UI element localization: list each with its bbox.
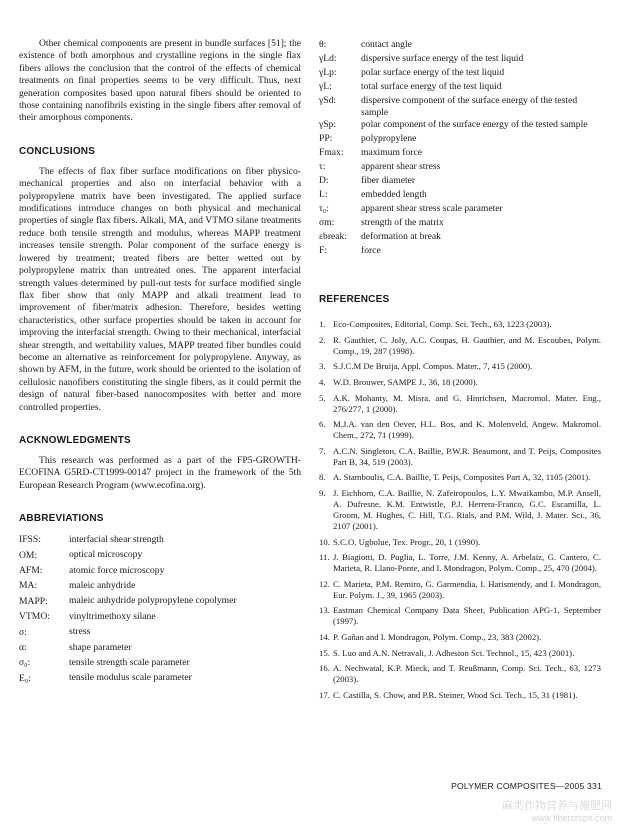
reference-item bbox=[319, 632, 601, 643]
abbreviation-term: OM: bbox=[19, 549, 38, 561]
watermark-site-name: 麻类作物营养与施肥网 bbox=[502, 800, 612, 812]
reference-item bbox=[319, 446, 601, 468]
abbreviation-row bbox=[19, 609, 301, 624]
reference-item bbox=[319, 377, 601, 388]
symbols-list bbox=[319, 38, 601, 258]
symbol-row bbox=[319, 66, 601, 80]
symbol-term: γSp: bbox=[319, 119, 337, 131]
symbol-term: γLp: bbox=[319, 67, 337, 78]
reference-item bbox=[319, 488, 601, 532]
reference-number: 3. bbox=[319, 361, 326, 372]
reference-text: C. Castilla, S. Chow, and P.R. Steiner, Wood Sci. Tech., 15, 31 (1981). bbox=[333, 689, 578, 700]
abbreviation-definition: vinyltrimethoxy silane bbox=[69, 610, 156, 622]
reference-number: 8. bbox=[319, 472, 326, 483]
page-footer: POLYMER COMPOSITES—2005 331 bbox=[451, 781, 602, 791]
symbol-term: D: bbox=[319, 175, 329, 187]
reference-item bbox=[319, 690, 601, 701]
symbol-definition: embedded length bbox=[361, 189, 427, 201]
reference-text: S.J.C.M De Bruija, Appl. Compos. Mater., 7, 415 (2000). bbox=[333, 361, 533, 372]
abbreviation-row bbox=[19, 532, 301, 547]
symbol-row bbox=[319, 94, 601, 118]
symbol-row bbox=[319, 202, 601, 216]
reference-number: 9. bbox=[319, 487, 326, 498]
abbreviation-definition: maleic anhydride bbox=[69, 579, 136, 591]
references-heading: REFERENCES bbox=[319, 294, 390, 306]
symbol-row bbox=[319, 188, 601, 202]
symbol-row bbox=[319, 174, 601, 188]
reference-text: Eco-Composites, Editorial, Comp. Sci. Tech., 63, 1223 (2003). bbox=[333, 319, 552, 330]
symbol-term: σm: bbox=[319, 217, 335, 229]
reference-number: 14. bbox=[319, 631, 330, 642]
abbreviation-row bbox=[19, 578, 301, 593]
abbreviation-definition: maleic anhydride polypropylene copolymer bbox=[69, 595, 237, 607]
abbreviation-row bbox=[19, 640, 301, 655]
right-column bbox=[319, 38, 601, 705]
conclusions-heading: CONCLUSIONS bbox=[19, 145, 96, 157]
reference-number: 2. bbox=[319, 334, 326, 345]
reference-text: J. Biagiotti, D. Puglia, L. Torre, J.M. Kenny, A. Arbelaiz, G. Cantero, C. Marieta, R. Llano-Ponte, and I. Mondragon, Polym. Comp., 25, 470 (2004). bbox=[333, 552, 601, 574]
symbol-row bbox=[319, 52, 601, 66]
reference-item bbox=[319, 472, 601, 483]
abbreviation-term: α: bbox=[19, 642, 27, 654]
intro-paragraph: Other chemical components are present in bundle surfaces [51]; the existence of both amorphous and crystalline regions in the single flax fibers allows the conclusion that the control of the effects of chemical treatments on final properties seems to be very difficult. Thus, next generation composites based upon natural fibers should be oriented to those containing nanofibrils existing in the single fibers after removal of their amorphous components. bbox=[19, 38, 301, 124]
symbol-definition: maximum force bbox=[361, 147, 423, 159]
symbol-definition: fiber diameter bbox=[361, 175, 416, 187]
symbol-term: εbreak: bbox=[319, 231, 347, 243]
reference-item bbox=[319, 419, 601, 441]
symbol-definition: force bbox=[361, 245, 381, 257]
abbreviation-row bbox=[19, 625, 301, 640]
symbol-row bbox=[319, 230, 601, 244]
symbol-definition: polypropylene bbox=[361, 133, 417, 145]
reference-number: 16. bbox=[319, 663, 330, 674]
symbol-definition: contact angle bbox=[361, 39, 412, 50]
symbol-row bbox=[319, 38, 601, 52]
symbol-row bbox=[319, 132, 601, 146]
reference-item bbox=[319, 552, 601, 574]
abbreviation-definition: atomic force microscopy bbox=[69, 564, 165, 576]
symbol-term: γLd: bbox=[319, 53, 337, 64]
reference-item bbox=[319, 648, 601, 659]
reference-item bbox=[319, 663, 601, 685]
reference-item bbox=[319, 393, 601, 415]
symbol-term: τ₀: bbox=[319, 203, 329, 215]
abbreviation-term: VTMO: bbox=[19, 611, 50, 623]
acknowledgments-heading: ACKNOWLEDGMENTS bbox=[19, 434, 131, 446]
reference-text: A. Nechwatal, K.P. Mieck, and T. Reußmann, Comp. Sci. Tech., 63, 1273 (2003). bbox=[333, 663, 601, 685]
abbreviation-row bbox=[19, 563, 301, 578]
reference-number: 7. bbox=[319, 445, 326, 456]
reference-number: 17. bbox=[319, 689, 330, 700]
abbreviation-definition: optical microscopy bbox=[69, 549, 143, 561]
reference-item bbox=[319, 335, 601, 357]
reference-text: A.C.N. Singleton, C.A. Baillie, P.W.R. Beaumont, and T. Peijs, Composites Part B, 34, 519 (2003). bbox=[333, 445, 601, 467]
reference-text: S.C.O. Ugbolue, Tex. Progr., 20, 1 (1990). bbox=[333, 536, 481, 547]
symbol-term: F: bbox=[319, 245, 328, 257]
acknowledgments-paragraph: This research was performed as a part of the FP5-GROWTH-ECOFINA G5RD-CT1999-00147 project in the framework of the 5th European Research Program (www.ecofina.org). bbox=[19, 454, 301, 491]
abbreviation-term: MAPP: bbox=[19, 595, 48, 607]
abbreviation-definition: tensile modulus scale parameter bbox=[69, 672, 192, 684]
abbreviation-definition: interfacial shear strength bbox=[69, 533, 164, 545]
abbreviation-term: IFSS: bbox=[19, 534, 41, 546]
abbreviations-list bbox=[19, 532, 301, 686]
references-list bbox=[319, 319, 601, 701]
abbreviations-heading: ABBREVIATIONS bbox=[19, 513, 104, 525]
symbol-definition: total surface energy of the test liquid bbox=[361, 81, 502, 92]
reference-item bbox=[319, 579, 601, 601]
reference-text: W.D. Brouwer, SAMPE J., 36, 18 (2000). bbox=[333, 376, 478, 387]
symbol-row bbox=[319, 160, 601, 174]
abbreviation-term: σ: bbox=[19, 626, 27, 638]
symbol-definition: strength of the matrix bbox=[361, 217, 444, 229]
symbol-row bbox=[319, 244, 601, 258]
reference-item bbox=[319, 605, 601, 627]
reference-text: Eastman Chemical Company Data Sheet, Publication APG-1, September (1997). bbox=[333, 605, 601, 627]
symbol-definition: polar component of the surface energy of the tested sample bbox=[361, 119, 588, 131]
symbol-definition: dispersive surface energy of the test liquid bbox=[361, 53, 524, 64]
abbreviation-term: E₀: bbox=[19, 672, 31, 684]
reference-number: 5. bbox=[319, 392, 326, 403]
reference-number: 1. bbox=[319, 319, 326, 330]
watermark bbox=[502, 800, 612, 824]
symbol-row bbox=[319, 118, 601, 132]
abbreviation-definition: shape parameter bbox=[69, 641, 132, 653]
watermark-url: www.fibercrops.com bbox=[531, 813, 612, 823]
reference-item bbox=[319, 319, 601, 330]
symbol-term: PP: bbox=[319, 133, 333, 145]
reference-number: 4. bbox=[319, 376, 326, 387]
symbol-definition: polar surface energy of the test liquid bbox=[361, 67, 505, 78]
reference-text: J. Eichhorn, C.A. Baillie, N. Zafeiropoulos, L.Y. Mwaikambo, M.P. Ansell, A. Dufresne, K.M. Entwistle, P.J. Herrera-Franco, G.C. Escamilla, L. Groom, M. Hughes, C. Hill, T.G. Rials, and P.M. Wild, J. Mater. Sci., 36, 2107 (2001). bbox=[333, 487, 601, 531]
reference-number: 15. bbox=[319, 647, 330, 658]
symbol-term: γSd: bbox=[319, 95, 337, 106]
reference-number: 13. bbox=[319, 605, 330, 616]
symbol-row bbox=[319, 146, 601, 160]
symbol-term: γL: bbox=[319, 81, 332, 92]
symbol-term: L: bbox=[319, 189, 328, 201]
abbreviation-term: AFM: bbox=[19, 565, 43, 576]
reference-text: M.J.A. van den Oever, H.L. Bos, and K. Molenveld, Angew. Makromol. Chem., 272, 71 (1999). bbox=[333, 419, 601, 441]
left-column bbox=[19, 38, 301, 686]
symbol-definition: dispersive component of the surface energy of the tested sample bbox=[361, 95, 578, 118]
reference-text: A.K. Mohanty, M. Misra, and G. Hinrichsen, Macromol. Mater. Eng., 276/277, 1 (2000). bbox=[333, 392, 601, 414]
abbreviation-term: MA: bbox=[19, 580, 38, 592]
reference-text: C. Marieta, P.M. Remiro, G. Garmendia, I. Harismendy, and I. Mondragon, Eur. Polym. J., 39, 1965 (2003). bbox=[333, 578, 601, 600]
reference-item bbox=[319, 361, 601, 372]
symbol-definition: apparent shear stress bbox=[361, 161, 441, 173]
abbreviation-definition: stress bbox=[69, 626, 91, 638]
abbreviation-definition: tensile strength scale parameter bbox=[69, 656, 190, 668]
abbreviation-row bbox=[19, 671, 301, 686]
symbol-term: θ: bbox=[319, 39, 327, 50]
conclusions-paragraph: The effects of flax fiber surface modifications on fiber physico-mechanical properties and also on interfacial behavior with a polypropylene matrix have been investigated. The applied surface modifications introduce changes on both physical and mechanical properties of single flax fibers. Alkali, MA, and VTMO silane treatments reduce both tensile strength and modulus, whereas MAPP treatment increases tensile strength. Polar component of the surface energy is lowered by treatment; treated fibers are better wetted out by polypropylene matrix than untreated ones. The apparent interfacial strength values determined by pull-out tests for surface modified single flax fiber show that only MAPP and alkali treatment lead to improvement of fiber/matrix adhesion. Therefore, besides wetting characteristics, other surface properties should be taken in account for improving the interfacial strength. Owing to their mechanical, interfacial shear strength, and wettability values, MAPP treated fiber bundles could become an alternative as reinforcement for polypropylene. Anyway, as shown by AFM, in the future, work should be oriented to the isolation of cellulosic nanofibers constituting the single fibers, as it could permit the design of natural fiber-based nanocomposites with better and more controlled properties. bbox=[19, 165, 301, 413]
reference-text: R. Gauthier, C. Joly, A.C. Coupas, H. Gauthier, and M. Escoubes, Polym. Comp., 19, 287 (1998). bbox=[333, 334, 601, 356]
reference-number: 12. bbox=[319, 578, 330, 589]
reference-number: 10. bbox=[319, 536, 330, 547]
symbol-row bbox=[319, 216, 601, 230]
reference-text: A. Stamboulis, C.A. Baillie, T. Peijs, Composites Part A, 32, 1105 (2001). bbox=[333, 472, 591, 483]
abbreviation-row bbox=[19, 548, 301, 563]
symbol-definition: apparent shear stress scale parameter bbox=[361, 203, 503, 215]
symbol-term: Fmax: bbox=[319, 147, 344, 159]
abbreviation-row bbox=[19, 594, 301, 609]
symbol-term: τ: bbox=[319, 161, 326, 173]
reference-text: S. Luo and A.N. Netravali, J. Adhesion Sci. Technol., 15, 423 (2001). bbox=[333, 647, 575, 658]
reference-number: 6. bbox=[319, 419, 326, 430]
reference-text: P. Gañan and I. Mondragon, Polym. Comp., 23, 383 (2002). bbox=[333, 631, 542, 642]
symbol-definition: deformation at break bbox=[361, 231, 441, 243]
abbreviation-row bbox=[19, 655, 301, 670]
abbreviation-term: σ₀: bbox=[19, 657, 31, 669]
symbol-row bbox=[319, 80, 601, 94]
reference-item bbox=[319, 537, 601, 548]
reference-number: 11. bbox=[319, 552, 330, 563]
